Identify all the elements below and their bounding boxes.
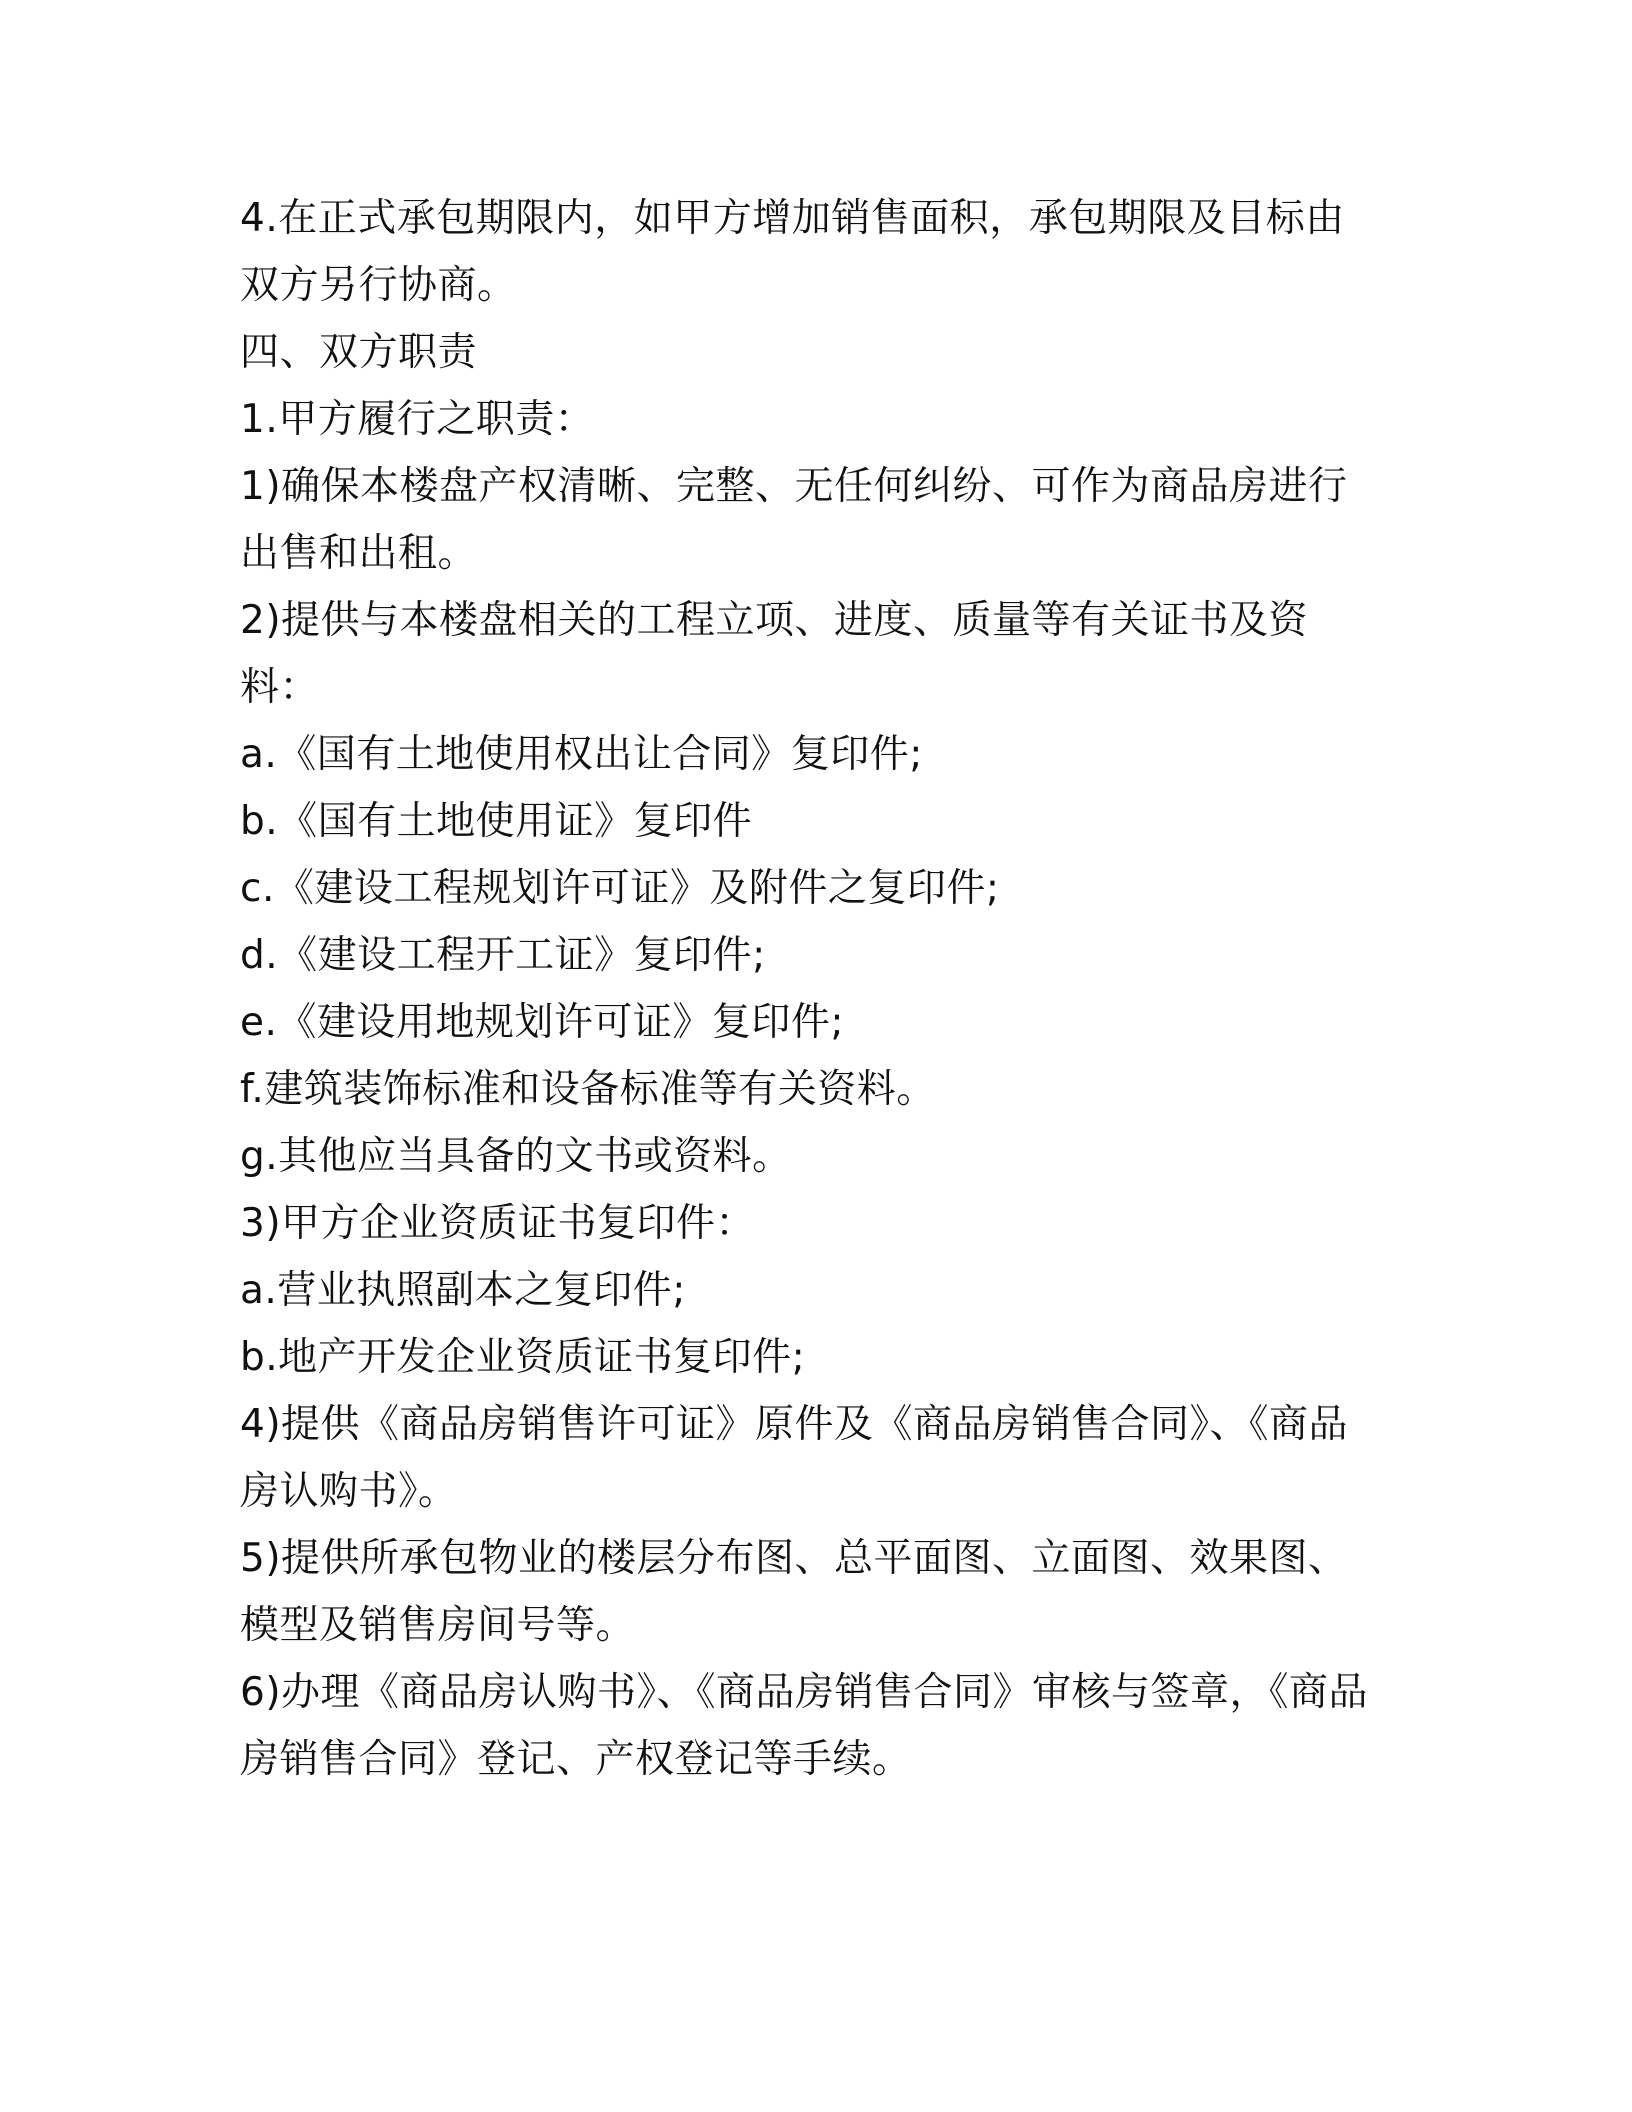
paragraph-6: a.《国有土地使用权出让合同》复印件; [240, 732, 923, 777]
paragraph-8: c.《建设工程规划许可证》及附件之复印件; [240, 866, 1000, 911]
paragraph-3: 1.甲方履行之职责： [240, 397, 595, 442]
paragraph-2: 四、双方职责 [240, 330, 478, 375]
paragraph-14: a.营业执照副本之复印件; [240, 1268, 686, 1313]
paragraph-13: 3)甲方企业资质证书复印件： [240, 1201, 756, 1246]
paragraph-11: f.建筑装饰标准和设备标准等有关资料。 [240, 1067, 936, 1112]
paragraph-5: 2)提供与本楼盘相关的工程立项、进度、质量等有关证书及资料： [240, 598, 1309, 710]
document-body [240, 185, 1370, 1793]
paragraph-4: 1)确保本楼盘产权清晰、完整、无任何纠纷、可作为商品房进行出售和出租。 [240, 464, 1348, 576]
paragraph-18: 6)办理《商品房认购书》、《商品房销售合同》审核与签章，《商品房销售合同》登记、产权登记等手续。 [240, 1670, 1369, 1782]
paragraph-12: g.其他应当具备的文书或资料。 [240, 1134, 792, 1179]
paragraph-17: 5)提供所承包物业的楼层分布图、总平面图、立面图、效果图、模型及销售房间号等。 [240, 1536, 1348, 1648]
paragraph-16: 4)提供《商品房销售许可证》原件及《商品房销售合同》、《商品房认购书》。 [240, 1402, 1349, 1514]
paragraph-15: b.地产开发企业资质证书复印件; [240, 1335, 806, 1380]
paragraph-9: d.《建设工程开工证》复印件; [240, 933, 766, 978]
paragraph-1: 4.在正式承包期限内，如甲方增加销售面积，承包期限及目标由双方另行协商。 [240, 196, 1345, 308]
paragraph-10: e.《建设用地规划许可证》复印件; [240, 1000, 845, 1045]
paragraph-7: b.《国有土地使用证》复印件 [240, 799, 753, 844]
